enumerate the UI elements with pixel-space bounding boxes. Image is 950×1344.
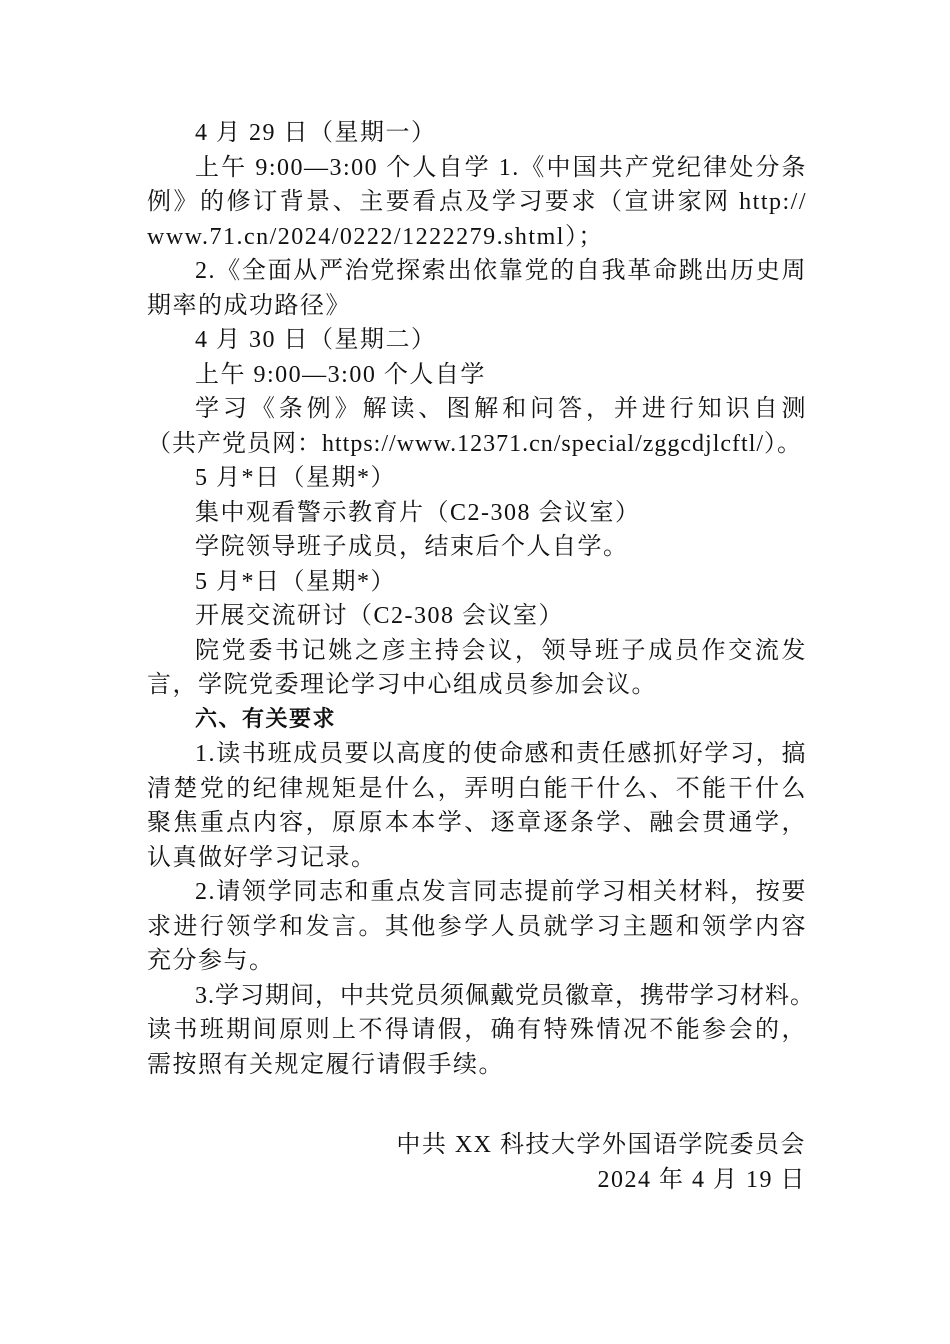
- schedule-text-line: 上午 9:00—3:00 个人自学 1.《中国共产党纪律处分条: [195, 154, 807, 181]
- schedule-text-line: 言，学院党委理论学习中心组成员参加会议。: [147, 672, 657, 698]
- requirement-line: 2.请领学同志和重点发言同志提前学习相关材料，按要: [195, 879, 807, 905]
- schedule-text-line: 学习《条例》解读、图解和问答，并进行知识自测: [195, 396, 807, 422]
- schedule-date-line: 4 月 30 日（星期二）: [195, 327, 437, 353]
- document-body: [147, 116, 815, 1082]
- schedule-text-line: 上午 9:00—3:00 个人自学: [195, 361, 486, 388]
- requirement-line: 认真做好学习记录。: [147, 844, 377, 871]
- schedule-date-line: 4 月 29 日（星期一）: [195, 120, 437, 146]
- requirement-line: 3.学习期间，中共党员须佩戴党员徽章，携带学习材料。: [195, 982, 815, 1009]
- signature-date: 2024 年 4 月 19 日: [597, 1167, 806, 1193]
- requirement-line: 读书班期间原则上不得请假，确有特殊情况不能参会的，: [147, 1017, 807, 1043]
- schedule-link-line: （共产党员网：https://www.12371.cn/special/zggcdjlcftl/）。: [147, 430, 803, 457]
- schedule-text-line: 期率的成功路径》: [147, 292, 351, 319]
- schedule-text-line: 2.《全面从严治党探索出依靠党的自我革命跳出历史周: [195, 258, 807, 284]
- schedule-date-line: 5 月*日（星期*）: [195, 568, 396, 595]
- requirement-line: 聚焦重点内容，原原本本学、逐章逐条学、融会贯通学，: [147, 810, 807, 836]
- schedule-text-line: 院党委书记姚之彦主持会议，领导班子成员作交流发: [195, 637, 807, 664]
- schedule-text-line: 学院领导班子成员，结束后个人自学。: [195, 534, 629, 560]
- requirement-line: 求进行领学和发言。其他参学人员就学习主题和领学内容: [147, 913, 807, 940]
- requirement-line: 1.读书班成员要以高度的使命感和责任感抓好学习，搞: [195, 741, 807, 767]
- schedule-text-line: 例》的修订背景、主要看点及学习要求（宣讲家网 http://: [147, 189, 807, 215]
- requirement-line: 需按照有关规定履行请假手续。: [147, 1051, 504, 1078]
- schedule-date-line: 5 月*日（星期*）: [195, 465, 396, 491]
- signature-organization: 中共 XX 科技大学外国语学院委员会: [396, 1132, 806, 1158]
- requirement-line: 充分参与。: [147, 948, 275, 974]
- schedule-text-line: 集中观看警示教育片（C2-308 会议室）: [195, 499, 641, 526]
- schedule-text-line: 开展交流研讨（C2-308 会议室）: [195, 603, 564, 629]
- section-heading: 六、有关要求: [195, 706, 337, 732]
- schedule-link-line: www.71.cn/2024/0222/1222279.shtml）；: [147, 223, 604, 250]
- requirement-line: 清楚党的纪律规矩是什么，弄明白能干什么、不能干什么: [147, 775, 807, 802]
